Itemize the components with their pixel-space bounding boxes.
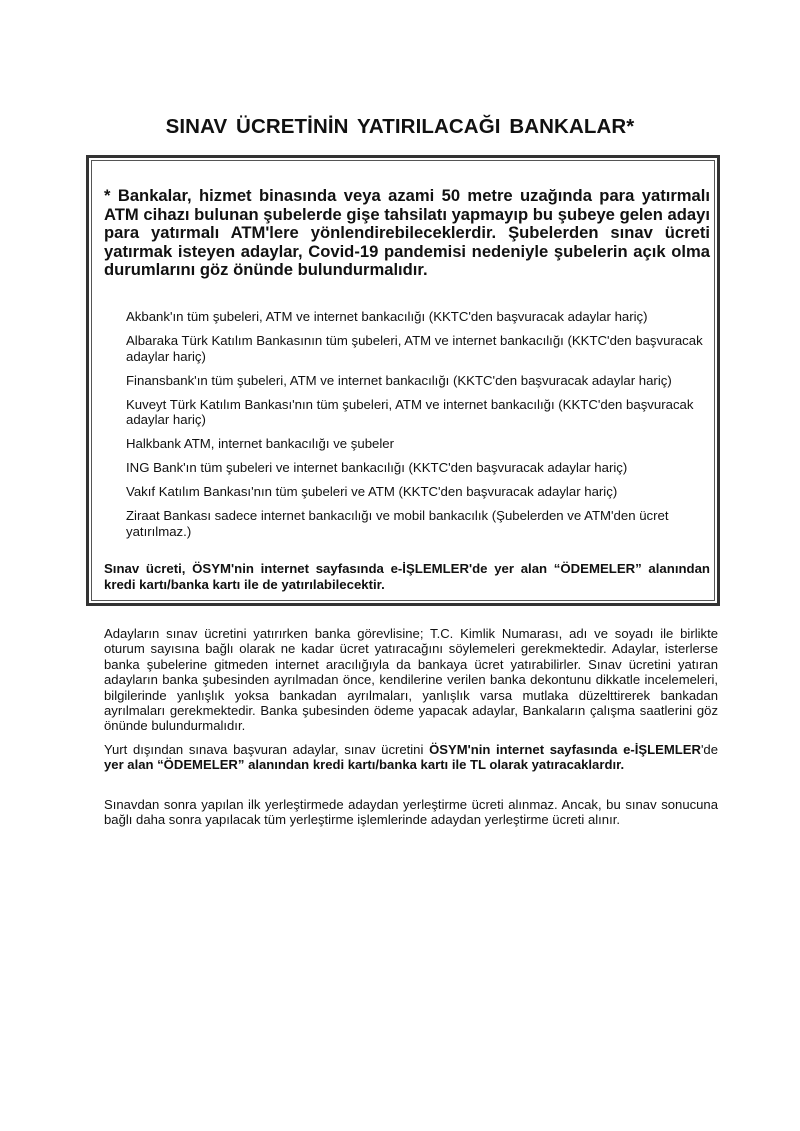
paragraph-abroad-candidates bbox=[104, 742, 718, 773]
bank-list-item: Akbank'ın tüm şubeleri, ATM ve internet bankacılığı (KKTC'den başvuracak adaylar hariç) bbox=[126, 309, 648, 324]
paragraph-bank-instructions: Adayların sınav ücretini yatırırken banka görevlisine; T.C. Kimlik Numarası, adı ve soyadı ile birlikte oturum sayısına bağlı olarak ne kadar ücret yatıracağını söylemeleri gerekmektedir. Adaylar, isterlerse banka şubelerine gitmeden internet aracılığıyla da bankaya ücret yatırabilirler. Sınav ücretini yatıran adayların banka şubesinden ayrılmadan önce, kendilerine verilen banka dekontunu dikkatle incelemeleri, bilgilerinde yanlışlık yoksa bankadan ayrılmaları, yanlışlık varsa mutlaka düzelttirerek bankadan ayrılmaları gerekmektedir. Banka şubesinden ödeme yapacak adaylar, Bankaların çalışma saatlerini göz önünde bulundurmalıdır. bbox=[104, 626, 718, 734]
bank-list-box bbox=[86, 155, 720, 606]
bank-list-item: Finansbank'ın tüm şubeleri, ATM ve internet bankacılığı (KKTC'den başvuracak adaylar hariç) bbox=[126, 372, 672, 388]
bank-list-item: Albaraka Türk Katılım Bankasının tüm şubeleri, ATM ve internet bankacılığı (KKTC'den başvuracak adaylar hariç) bbox=[126, 333, 703, 364]
abroad-text-1: Yurt dışından sınava başvuran adaylar, sınav ücretini bbox=[104, 742, 430, 757]
abroad-text-3: 'de bbox=[700, 742, 719, 757]
abroad-text-2: ÖSYM'nin internet sayfasında e-İŞLEMLER bbox=[429, 742, 701, 757]
bank-list-item: Kuveyt Türk Katılım Bankası'nın tüm şubeleri, ATM ve internet bankacılığı (KKTC'den başvuracak adaylar hariç) bbox=[126, 396, 694, 427]
box-inner-border bbox=[91, 160, 715, 601]
paragraph-placement-fee: Sınavdan sonra yapılan ilk yerleştirmede adaydan yerleştirme ücreti alınmaz. Ancak, bu sınav sonucuna bağlı daha sonra yapılacak tüm yerleştirme işlemlerinde adaydan yerleştirme ücreti alınır. bbox=[104, 797, 718, 828]
page-title: SINAV ÜCRETİNİN YATIRILACAĞI BANKALAR* bbox=[165, 115, 635, 138]
online-payment-note: Sınav ücreti, ÖSYM'nin internet sayfasında e-İŞLEMLER'de yer alan “ÖDEMELER” alanından kredi kartı/banka kartı ile de yatırılabilecektir. bbox=[104, 561, 710, 592]
bank-list-item: ING Bank'ın tüm şubeleri ve internet bankacılığı (KKTC'den başvuracak adaylar hariç) bbox=[126, 460, 628, 475]
bank-list-item: Vakıf Katılım Bankası'nın tüm şubeleri ve ATM (KKTC'den başvuracak adaylar hariç) bbox=[126, 484, 618, 499]
abroad-text-4: yer alan “ÖDEMELER” alanından kredi kartı/banka kartı ile TL olarak yatıracaklardır. bbox=[104, 757, 625, 773]
bank-list bbox=[126, 309, 716, 548]
bank-list-item: Halkbank ATM, internet bankacılığı ve şubeler bbox=[126, 436, 395, 451]
bank-list-item: Ziraat Bankası sadece internet bankacılığı ve mobil bankacılık (Şubelerden ve ATM'den ücret yatırılmaz.) bbox=[126, 508, 669, 539]
bank-notice: * Bankalar, hizmet binasında veya azami 50 metre uzağında para yatırmalı ATM cihazı bulunan şubelerde gişe tahsilatı yapmayıp bu şubeye gelen adayı para yatırmalı ATM'lere yönlendirebileceklerdir. Şubelerden sınav ücreti yatırmak isteyen adaylar, Covid-19 pandemisi nedeniyle şubelerin açık olma durumlarını göz önünde bulundurmalıdır. bbox=[104, 186, 710, 280]
